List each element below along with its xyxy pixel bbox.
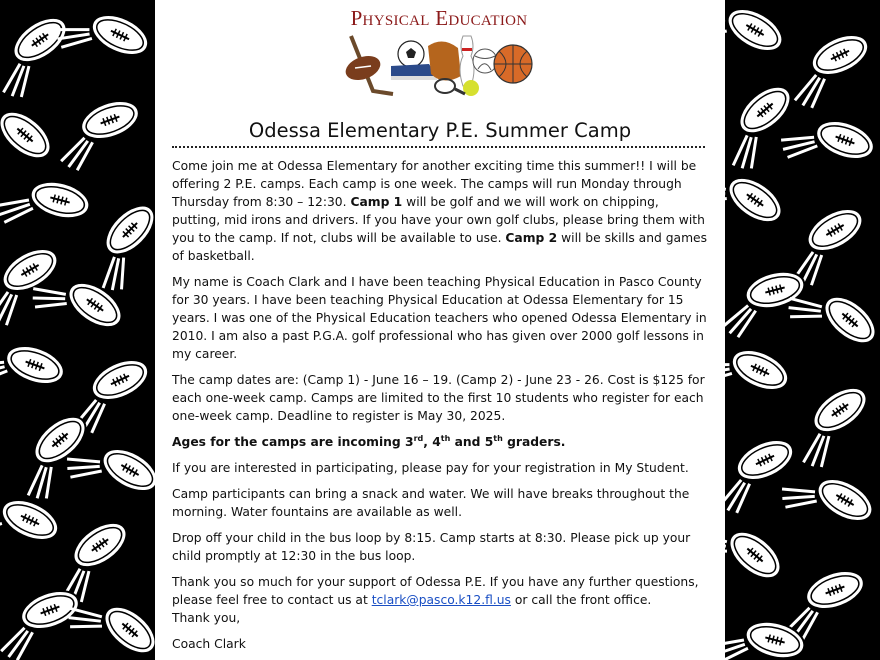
camp1-label: Camp 1 (350, 195, 403, 209)
about-coach-paragraph: My name is Coach Clark and I have been teaching Physical Education in Pasco County for 30 years. I have been teaching Physical Education at Odessa Elementary for 15 years. I was one of the Physical Education teachers who opened Odessa Elementary in 2010. I am also a past P.G.A. golf professional who has given over 2000 golf lessons in my career. (172, 275, 707, 361)
registration-paragraph: If you are interested in participating, please pay for your registration in My Student. (172, 461, 689, 475)
football-pattern-icon (725, 0, 880, 660)
signoff: Thank you, (172, 611, 241, 625)
left-football-pattern (0, 0, 155, 660)
ordinal-sup: rd (413, 433, 424, 443)
ages-text-c: and 5 (450, 435, 494, 449)
flyer-page (155, 0, 725, 660)
physical-education-logo (333, 6, 545, 104)
flyer-body (172, 157, 708, 617)
dropoff-paragraph: Drop off your child in the bus loop by 8:15. Camp starts at 8:30. Please pick up your child promptly at 12:30 in the bus loop. (172, 531, 691, 563)
ages-paragraph (172, 433, 708, 451)
title-divider (172, 146, 705, 148)
page-title: Odessa Elementary P.E. Summer Camp (248, 119, 632, 142)
signature: Coach Clark (172, 637, 246, 651)
ordinal-sup: th (440, 433, 451, 443)
contact-text-2: or call the front office. (510, 593, 652, 607)
email-link[interactable]: tclark@pasco.k12.fl.us (371, 593, 511, 607)
contact-paragraph (172, 573, 708, 609)
intro-paragraph (172, 157, 708, 265)
camp-dates-paragraph: The camp dates are: (Camp 1) - June 16 – 19. (Camp 2) - June 23 - 26. Cost is $125 for each one-week camp. Camps are limited to the first 10 students who register for each one-week camp. Deadline to register is May 30, 2025. (172, 373, 705, 423)
sports-equipment-icon (333, 6, 545, 104)
contact-text: Thank you so much for your support of Odessa P.E. If you have any further questions, please feel free to contact us at (172, 575, 699, 607)
ages-text (172, 435, 565, 449)
intro-text-2: will be golf and we will work on chipping, putting, mid irons and drivers. If you have your own golf clubs, please bring them with you to the camp. If not, clubs will be available to use. (172, 195, 705, 245)
logo-title: Physical Education (350, 6, 528, 30)
football-pattern-icon (0, 0, 155, 660)
ages-text-d: graders. (502, 435, 566, 449)
ordinal-sup: th (493, 433, 503, 443)
ages-text-a: Ages for the camps are incoming 3 (172, 435, 414, 449)
right-football-pattern (725, 0, 880, 660)
camp2-label: Camp 2 (505, 231, 558, 245)
snack-paragraph: Camp participants can bring a snack and water. We will have breaks throughout the morning. Water fountains are available as well. (172, 487, 690, 519)
intro-text-3: will be skills and games of basketball. (172, 231, 708, 263)
ages-text-b: , 4 (423, 435, 441, 449)
intro-text: Come join me at Odessa Elementary for another exciting time this summer!! I will be offering 2 P.E. camps. Each camp is one week. The camps will run Monday through Thursday from 8:30 – 12:30. (172, 159, 697, 209)
